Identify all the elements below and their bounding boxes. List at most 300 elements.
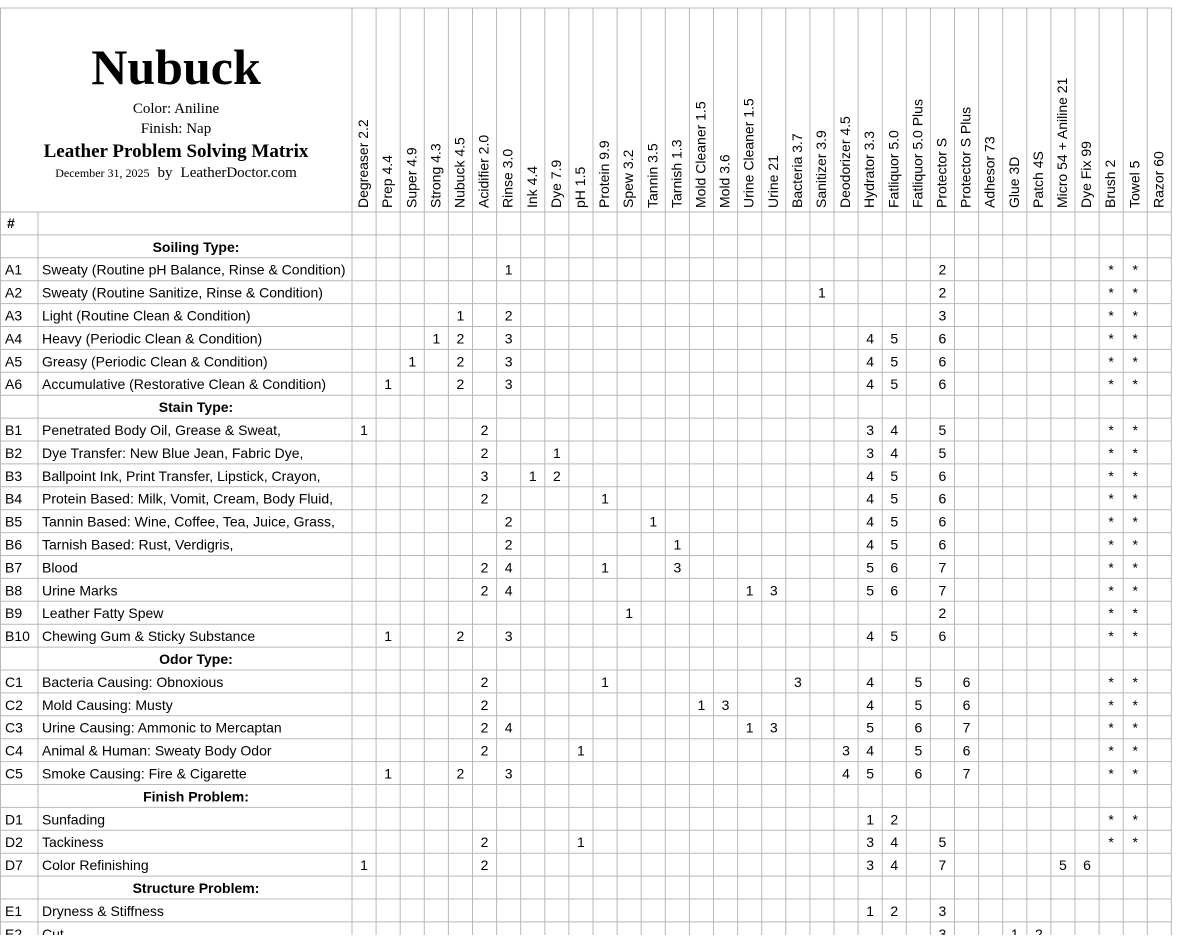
matrix-cell: 1 xyxy=(866,902,875,919)
matrix-cell: 6 xyxy=(938,330,947,347)
matrix-cell: 6 xyxy=(938,628,947,645)
matrix-cell: 6 xyxy=(938,513,947,530)
column-header: Bacteria 3.7 xyxy=(788,133,805,208)
matrix-cell: * xyxy=(1132,765,1138,782)
table-row xyxy=(5,353,1139,369)
table-row xyxy=(5,445,1139,461)
matrix-cell: * xyxy=(1108,307,1114,324)
matrix-cell: * xyxy=(1108,490,1114,507)
column-header: Tarnish 1.3 xyxy=(668,139,685,208)
column-header: Razor 60 xyxy=(1150,151,1167,208)
section-heading: Odor Type: xyxy=(159,651,233,667)
column-header: Mold 3.6 xyxy=(716,154,733,208)
page-title: Nubuck xyxy=(91,39,261,95)
matrix-cell: 5 xyxy=(938,834,947,851)
column-header: Fatliquor 5.0 xyxy=(885,130,902,208)
row-id: B8 xyxy=(5,582,23,599)
matrix-cell: 7 xyxy=(962,719,971,736)
matrix-cell: 2 xyxy=(456,765,465,782)
table-row xyxy=(5,422,1139,438)
matrix-cell: * xyxy=(1108,628,1114,645)
column-header: Urine 21 xyxy=(764,155,781,208)
matrix-cell: 1 xyxy=(649,513,658,530)
matrix-cell: 3 xyxy=(504,628,513,645)
matrix-cell: 3 xyxy=(480,467,489,484)
matrix-cell: * xyxy=(1108,422,1114,438)
column-headers xyxy=(355,77,1166,208)
site-text: LeatherDoctor.com xyxy=(180,165,297,181)
row-id: E1 xyxy=(5,902,23,919)
matrix-cell: * xyxy=(1132,490,1138,507)
matrix-cell: * xyxy=(1132,834,1138,851)
row-label: Dryness & Stiffness xyxy=(42,902,164,919)
table-row xyxy=(5,697,1139,713)
matrix-cell: 2 xyxy=(480,834,489,851)
matrix-cell: 6 xyxy=(914,719,923,736)
matrix-cell: 1 xyxy=(697,696,706,713)
matrix-cell: * xyxy=(1108,765,1114,782)
matrix-cell: 6 xyxy=(890,559,899,576)
matrix-cell: 7 xyxy=(938,559,947,576)
matrix-cell: * xyxy=(1108,261,1114,278)
row-id: C2 xyxy=(5,696,23,713)
table-row xyxy=(5,262,1139,278)
matrix-cell: 1 xyxy=(1010,925,1019,935)
row-id: B2 xyxy=(5,444,23,461)
column-header: Urine Cleaner 1.5 xyxy=(740,98,757,208)
row-id: C1 xyxy=(5,673,23,690)
matrix-cell: 4 xyxy=(866,536,875,553)
matrix-cell: 6 xyxy=(962,742,971,759)
matrix-cell: 2 xyxy=(480,582,489,599)
table-row xyxy=(5,468,1139,484)
row-label: Sweaty (Routine pH Balance, Rinse & Condition) xyxy=(42,261,346,278)
matrix-cell: 5 xyxy=(890,536,899,553)
matrix-cell: 5 xyxy=(890,513,899,530)
date-line xyxy=(55,164,297,181)
row-label: Mold Causing: Musty xyxy=(42,696,173,713)
matrix-cell: * xyxy=(1108,719,1114,736)
column-header: Degreaser 2.2 xyxy=(355,119,372,208)
matrix-cell: * xyxy=(1132,467,1138,484)
column-header: Protector S xyxy=(933,137,950,208)
row-label: Penetrated Body Oil, Grease & Sweat, xyxy=(42,422,281,438)
matrix-cell: * xyxy=(1132,444,1138,461)
matrix-cell: 6 xyxy=(914,765,923,782)
row-id: B7 xyxy=(5,559,23,576)
matrix-cell: 2 xyxy=(504,536,513,553)
table-row xyxy=(5,330,1139,346)
row-id: C4 xyxy=(5,742,23,759)
matrix-cell: 4 xyxy=(866,330,875,347)
matrix-cell: 2 xyxy=(480,742,489,759)
matrix-cell: 3 xyxy=(793,673,802,690)
matrix-cell: 3 xyxy=(673,559,682,576)
row-label: Urine Causing: Ammonic to Mercaptan xyxy=(42,719,282,736)
matrix-cell: 4 xyxy=(866,673,875,690)
matrix-cell: * xyxy=(1108,284,1114,301)
matrix-cell: 2 xyxy=(480,422,489,438)
column-header: pH 1.5 xyxy=(571,166,588,208)
column-header: Super 4.9 xyxy=(403,147,420,208)
column-header: Brush 2 xyxy=(1102,159,1119,208)
matrix-cell: 3 xyxy=(866,422,875,438)
column-header: Sanitizer 3.9 xyxy=(812,130,829,208)
column-header: Ink 4.4 xyxy=(523,165,540,208)
matrix-cell: 4 xyxy=(890,834,899,851)
row-id-header: # xyxy=(7,215,15,231)
matrix-cell: 1 xyxy=(432,330,441,347)
matrix-cell: 2 xyxy=(480,673,489,690)
matrix-cell: 2 xyxy=(480,696,489,713)
matrix-cell: * xyxy=(1108,444,1114,461)
matrix-cell: 2 xyxy=(1034,925,1043,935)
row-label: Dye Transfer: New Blue Jean, Fabric Dye, xyxy=(42,444,304,461)
matrix-cell: * xyxy=(1108,811,1114,828)
column-header: Protein 9.9 xyxy=(596,140,613,208)
matrix-cell: 3 xyxy=(769,582,778,599)
matrix-cell: 2 xyxy=(456,353,465,370)
matrix-cell: 5 xyxy=(914,673,923,690)
matrix-cell: * xyxy=(1108,696,1114,713)
matrix-cell: 6 xyxy=(962,696,971,713)
matrix-cell: 4 xyxy=(842,765,850,782)
matrix-cell: 1 xyxy=(818,284,826,301)
matrix-cell: * xyxy=(1132,376,1138,393)
finish-line: Finish: Nap xyxy=(140,121,212,137)
row-label: Blood xyxy=(42,559,78,576)
table-row xyxy=(5,720,1139,736)
row-label: Sunfading xyxy=(42,811,106,828)
matrix-cell: 3 xyxy=(769,719,778,736)
row-id: B10 xyxy=(5,628,30,645)
matrix-cell: * xyxy=(1108,353,1114,370)
section-heading: Finish Problem: xyxy=(143,788,249,805)
matrix-cell: 4 xyxy=(866,742,875,759)
row-label: Tannin Based: Wine, Coffee, Tea, Juice, Grass, xyxy=(42,513,335,530)
row-id: A1 xyxy=(5,261,23,278)
matrix-cell: * xyxy=(1132,605,1138,622)
matrix-cell: 2 xyxy=(480,857,489,874)
matrix-cell: 5 xyxy=(914,696,923,713)
title-block xyxy=(44,39,309,181)
matrix-cell: * xyxy=(1132,811,1138,828)
matrix-cell: 2 xyxy=(890,902,899,919)
matrix-cell: * xyxy=(1132,582,1138,599)
row-label: Smoke Causing: Fire & Cigarette xyxy=(42,765,247,782)
table-row xyxy=(5,834,1139,850)
matrix-cell: * xyxy=(1132,536,1138,553)
matrix-cell: * xyxy=(1108,834,1114,851)
matrix-cell: 1 xyxy=(528,467,537,484)
column-header: Strong 4.3 xyxy=(427,143,444,208)
table-row xyxy=(5,514,1139,530)
column-header: Nubuck 4.5 xyxy=(451,137,468,208)
table-row xyxy=(5,903,947,919)
matrix-cell: * xyxy=(1132,284,1138,301)
matrix-cell: 1 xyxy=(456,307,465,324)
matrix-cell: 3 xyxy=(938,902,947,919)
matrix-cell: * xyxy=(1108,330,1114,347)
matrix-cell: 2 xyxy=(480,444,489,461)
row-id: B6 xyxy=(5,536,23,553)
matrix-cell: * xyxy=(1132,422,1138,438)
matrix-cell: 3 xyxy=(938,307,947,324)
matrix-cell: 2 xyxy=(456,376,465,393)
matrix-cell: 5 xyxy=(890,376,899,393)
matrix-cell: * xyxy=(1132,261,1138,278)
table-row xyxy=(5,491,1139,507)
matrix-cell: 4 xyxy=(890,444,899,461)
column-header: Acidifier 2.0 xyxy=(475,134,492,208)
row-id: C3 xyxy=(5,719,23,736)
matrix-cell: 1 xyxy=(384,765,393,782)
matrix-cell: 5 xyxy=(938,422,947,438)
matrix-cell: 4 xyxy=(866,513,875,530)
row-id: B5 xyxy=(5,513,23,530)
matrix-cell: 6 xyxy=(938,536,947,553)
matrix-cell: 2 xyxy=(456,330,465,347)
matrix-cell: * xyxy=(1108,582,1114,599)
row-id: E2 xyxy=(5,925,23,935)
matrix-cell: 3 xyxy=(504,765,513,782)
matrix-cell: 4 xyxy=(866,353,875,370)
matrix-cell: 3 xyxy=(842,742,850,759)
matrix-cell: 3 xyxy=(866,834,875,851)
column-header: Towel 5 xyxy=(1126,160,1143,208)
matrix-cell: 7 xyxy=(938,582,947,599)
matrix-cell: 5 xyxy=(866,559,875,576)
matrix-cell: 3 xyxy=(866,444,875,461)
matrix-cell: 6 xyxy=(962,673,971,690)
matrix-cell: 5 xyxy=(866,765,875,782)
matrix-cell: 1 xyxy=(577,834,585,851)
matrix-cell: 5 xyxy=(890,628,899,645)
matrix-cell: 4 xyxy=(890,857,899,874)
row-label: Chewing Gum & Sticky Substance xyxy=(42,628,256,645)
row-label: Color Refinishing xyxy=(42,857,149,874)
matrix-cell: 1 xyxy=(745,719,754,736)
matrix-cell: 2 xyxy=(552,467,561,484)
row-id: D1 xyxy=(5,811,23,828)
table-row xyxy=(5,766,1139,782)
row-label: Protein Based: Milk, Vomit, Cream, Body Fluid, xyxy=(42,490,333,507)
matrix-cell: 1 xyxy=(625,605,634,622)
column-header: Deodorizer 4.5 xyxy=(837,116,854,208)
row-label: Accumulative (Restorative Clean & Condition) xyxy=(42,376,327,393)
matrix-cell: 5 xyxy=(866,582,875,599)
row-id: B4 xyxy=(5,490,23,507)
column-header: Dye Fix 99 xyxy=(1078,141,1095,208)
matrix-cell: * xyxy=(1132,559,1138,576)
column-header: Prep 4.4 xyxy=(379,155,396,208)
matrix-cell: 5 xyxy=(890,467,899,484)
table-row xyxy=(5,559,1139,575)
matrix-cell: 1 xyxy=(601,673,609,690)
matrix-cell: 2 xyxy=(480,559,489,576)
table-row xyxy=(5,674,1139,690)
matrix-cell: 5 xyxy=(890,330,899,347)
table-row xyxy=(5,582,1139,598)
matrix-cell: 5 xyxy=(866,719,875,736)
table-row xyxy=(5,743,1139,759)
matrix-cell: * xyxy=(1132,719,1138,736)
matrix-cell: 6 xyxy=(890,582,899,599)
matrix-cell: 6 xyxy=(938,376,947,393)
matrix-cell: 4 xyxy=(890,422,899,438)
matrix-cell: 6 xyxy=(1083,857,1091,874)
matrix-cell: 2 xyxy=(504,307,513,324)
table-row xyxy=(5,628,1139,644)
matrix-cell: 4 xyxy=(866,696,875,713)
matrix-cell: * xyxy=(1132,353,1138,370)
matrix-cell: 2 xyxy=(938,605,947,622)
matrix-cell: 6 xyxy=(938,353,947,370)
matrix-cell: 1 xyxy=(384,628,393,645)
matrix-cell: 1 xyxy=(552,444,561,461)
matrix-cell: 1 xyxy=(577,742,585,759)
matrix-cell: * xyxy=(1108,742,1114,759)
column-header: Adhesor 73 xyxy=(981,136,998,208)
matrix-cell: 2 xyxy=(504,513,513,530)
section-heading: Stain Type: xyxy=(158,399,234,416)
matrix-cell: 5 xyxy=(938,444,947,461)
matrix-cell: 1 xyxy=(360,857,368,874)
matrix-cell: 7 xyxy=(962,765,971,782)
column-header: Spew 3.2 xyxy=(620,149,637,208)
matrix-cell: 1 xyxy=(360,422,368,438)
row-id: A2 xyxy=(5,284,23,301)
table-row xyxy=(5,605,1139,621)
matrix-cell: * xyxy=(1132,673,1138,690)
matrix-cell: 2 xyxy=(456,628,465,645)
row-id: A4 xyxy=(5,330,23,347)
matrix-cell: * xyxy=(1108,376,1114,393)
column-header: Mold Cleaner 1.5 xyxy=(692,101,709,208)
row-label: Tarnish Based: Rust, Verdigris, xyxy=(42,536,234,553)
matrix-cell: 6 xyxy=(938,490,947,507)
matrix-cell: 3 xyxy=(504,353,513,370)
matrix-cell: 4 xyxy=(504,559,513,576)
matrix-cell: * xyxy=(1132,330,1138,347)
matrix-cell: 3 xyxy=(504,376,513,393)
matrix-cell: 4 xyxy=(866,628,875,645)
column-header: Hydrator 3.3 xyxy=(861,130,878,208)
row-id: D7 xyxy=(5,857,23,874)
matrix-subtitle: Leather Problem Solving Matrix xyxy=(43,141,309,162)
column-header: Glue 3D xyxy=(1005,156,1022,208)
matrix-cell: 4 xyxy=(504,719,513,736)
matrix-cell: 1 xyxy=(745,582,754,599)
matrix-cell: 1 xyxy=(408,353,417,370)
table-row xyxy=(5,308,1139,324)
matrix-cell: * xyxy=(1108,605,1114,622)
row-label: Bacteria Causing: Obnoxious xyxy=(42,673,224,690)
table-row xyxy=(5,285,1139,301)
row-label: Animal & Human: Sweaty Body Odor xyxy=(42,742,272,759)
matrix-cell: * xyxy=(1108,467,1114,484)
row-id: B1 xyxy=(5,422,23,438)
row-label: Heavy (Periodic Clean & Condition) xyxy=(42,330,263,347)
matrix-cell: 4 xyxy=(866,490,875,507)
matrix-cell: 1 xyxy=(866,811,875,828)
matrix-cell: 1 xyxy=(504,261,513,278)
matrix-cell: 1 xyxy=(601,490,609,507)
by-text: by xyxy=(157,165,173,181)
column-header: Protector S Plus xyxy=(957,106,974,208)
column-header: Patch 4S xyxy=(1029,151,1046,208)
matrix-cell: * xyxy=(1132,513,1138,530)
matrix-cell: * xyxy=(1132,696,1138,713)
matrix-cell: 3 xyxy=(866,857,875,874)
matrix-cell: 2 xyxy=(480,719,489,736)
matrix-cell: 6 xyxy=(938,467,947,484)
matrix-cell: 4 xyxy=(866,376,875,393)
column-header: Tannin 3.5 xyxy=(644,143,661,208)
column-header: Micro 54 + Aniline 21 xyxy=(1053,77,1070,208)
matrix-cell: 2 xyxy=(938,261,947,278)
matrix-cell: 4 xyxy=(866,467,875,484)
matrix-cell: 5 xyxy=(890,353,899,370)
row-label: Greasy (Periodic Clean & Condition) xyxy=(42,353,268,370)
row-label: Cut xyxy=(42,925,64,935)
section-heading: Soiling Type: xyxy=(152,238,240,255)
table-row xyxy=(5,537,1139,553)
matrix-cell: 2 xyxy=(480,490,489,507)
row-id: B3 xyxy=(5,467,23,484)
matrix-cell: * xyxy=(1108,559,1114,576)
matrix-cell: * xyxy=(1132,307,1138,324)
row-id: B9 xyxy=(5,605,23,622)
date-text: December 31, 2025 xyxy=(55,166,150,180)
matrix-cell: 5 xyxy=(1059,857,1067,874)
row-id: A5 xyxy=(5,353,23,370)
table-row xyxy=(5,857,1091,873)
matrix-cell: 5 xyxy=(890,490,899,507)
row-label: Tackiness xyxy=(42,834,104,851)
row-id: A6 xyxy=(5,376,23,393)
column-header: Dye 7.9 xyxy=(547,159,564,208)
matrix-cell: 4 xyxy=(504,582,513,599)
table-row xyxy=(5,376,1139,392)
row-label: Ballpoint Ink, Print Transfer, Lipstick, Crayon, xyxy=(42,467,321,484)
table-row xyxy=(5,811,1139,827)
row-label: Light (Routine Clean & Condition) xyxy=(42,307,251,324)
section-heading: Structure Problem: xyxy=(132,880,260,896)
matrix-cell: 3 xyxy=(721,696,730,713)
matrix-cell: * xyxy=(1132,628,1138,645)
matrix-cell: 5 xyxy=(914,742,923,759)
column-header: Fatliquor 5.0 Plus xyxy=(909,99,926,208)
row-label: Leather Fatty Spew xyxy=(42,605,164,622)
matrix-cell: 2 xyxy=(890,811,899,828)
color-line: Color: Aniline xyxy=(132,101,220,117)
row-label: Sweaty (Routine Sanitize, Rinse & Condition) xyxy=(42,284,323,301)
matrix-cell: 2 xyxy=(938,284,947,301)
table-row xyxy=(5,926,1043,935)
row-id: C5 xyxy=(5,765,23,782)
matrix-cell: * xyxy=(1108,513,1114,530)
row-id: D2 xyxy=(5,834,23,851)
matrix-cell: 1 xyxy=(601,559,609,576)
matrix-cell: 3 xyxy=(504,330,513,347)
matrix-cell: * xyxy=(1108,536,1114,553)
matrix-cell: 3 xyxy=(938,925,947,935)
matrix-cell: 1 xyxy=(384,376,393,393)
matrix-cell: * xyxy=(1108,673,1114,690)
row-label: Urine Marks xyxy=(42,582,118,599)
matrix-cell: 7 xyxy=(938,857,947,874)
